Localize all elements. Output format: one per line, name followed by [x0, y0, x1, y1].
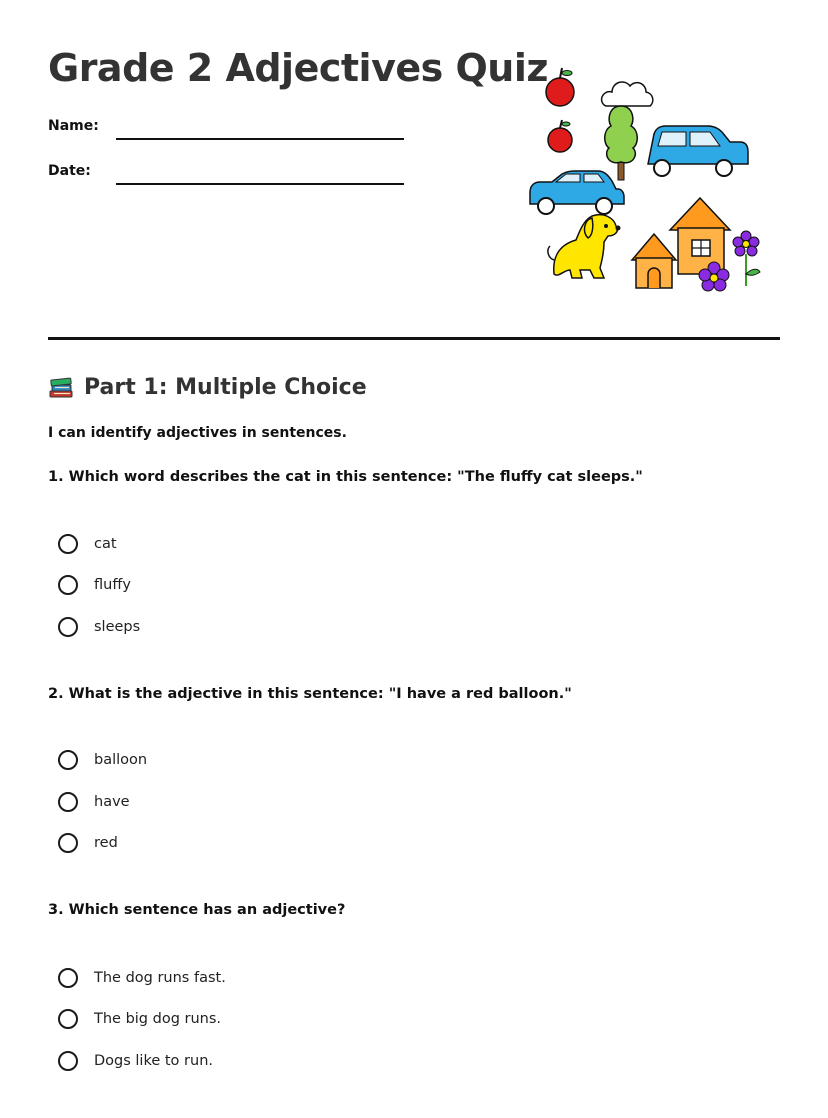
q2-option-c[interactable]: [58, 830, 118, 856]
name-line[interactable]: [116, 138, 404, 140]
name-field[interactable]: [48, 118, 408, 148]
books-icon: [48, 374, 74, 400]
option-label: The dog runs fast.: [94, 970, 226, 986]
learning-objective: I can identify adjectives in sentences.: [48, 425, 347, 441]
q3-option-c[interactable]: [58, 1048, 213, 1074]
option-label: sleeps: [94, 619, 141, 635]
option-label: Dogs like to run.: [94, 1053, 213, 1069]
q1-option-a[interactable]: [58, 531, 117, 557]
dog-icon: [548, 215, 621, 278]
header-divider: [48, 337, 780, 340]
radio-button[interactable]: [58, 750, 78, 770]
radio-button[interactable]: [58, 968, 78, 988]
q2-option-a[interactable]: [58, 747, 147, 773]
q3-option-a[interactable]: [58, 965, 226, 991]
apple-icon: [546, 68, 574, 106]
quiz-illustration: [524, 64, 764, 304]
radio-button[interactable]: [58, 1009, 78, 1029]
apple-icon: [548, 120, 572, 152]
radio-button[interactable]: [58, 617, 78, 637]
option-label: The big dog runs.: [94, 1011, 222, 1027]
section-heading-part1: [48, 374, 367, 400]
page-title: Grade 2 Adjectives Quiz: [48, 46, 548, 90]
radio-button[interactable]: [58, 792, 78, 812]
car-icon: [530, 171, 624, 214]
cloud-icon: [602, 82, 653, 106]
doghouse-icon: [632, 234, 676, 288]
option-label: cat: [94, 536, 117, 552]
tree-icon: [605, 106, 638, 180]
q1-option-b[interactable]: [58, 572, 131, 598]
question-3: 3. Which sentence has an adjective?: [48, 902, 346, 918]
date-field[interactable]: [48, 163, 408, 193]
q3-option-b[interactable]: [58, 1006, 221, 1032]
radio-button[interactable]: [58, 1051, 78, 1071]
q2-option-b[interactable]: [58, 789, 130, 815]
date-line[interactable]: [116, 183, 404, 185]
radio-button[interactable]: [58, 575, 78, 595]
car-icon: [648, 126, 748, 176]
q1-option-c[interactable]: [58, 614, 140, 640]
house-icon: [670, 198, 730, 274]
option-label: fluffy: [94, 577, 131, 593]
question-2: 2. What is the adjective in this sentence: "I have a red balloon.": [48, 686, 572, 702]
radio-button[interactable]: [58, 833, 78, 853]
date-label: Date:: [48, 163, 91, 179]
section-heading-label: Part 1: Multiple Choice: [84, 374, 367, 400]
option-label: have: [94, 794, 130, 810]
flower-icon: [733, 231, 760, 286]
radio-button[interactable]: [58, 534, 78, 554]
name-label: Name:: [48, 118, 99, 134]
option-label: red: [94, 835, 118, 851]
option-label: balloon: [94, 752, 148, 768]
question-1: 1. Which word describes the cat in this sentence: "The fluffy cat sleeps.": [48, 469, 643, 485]
